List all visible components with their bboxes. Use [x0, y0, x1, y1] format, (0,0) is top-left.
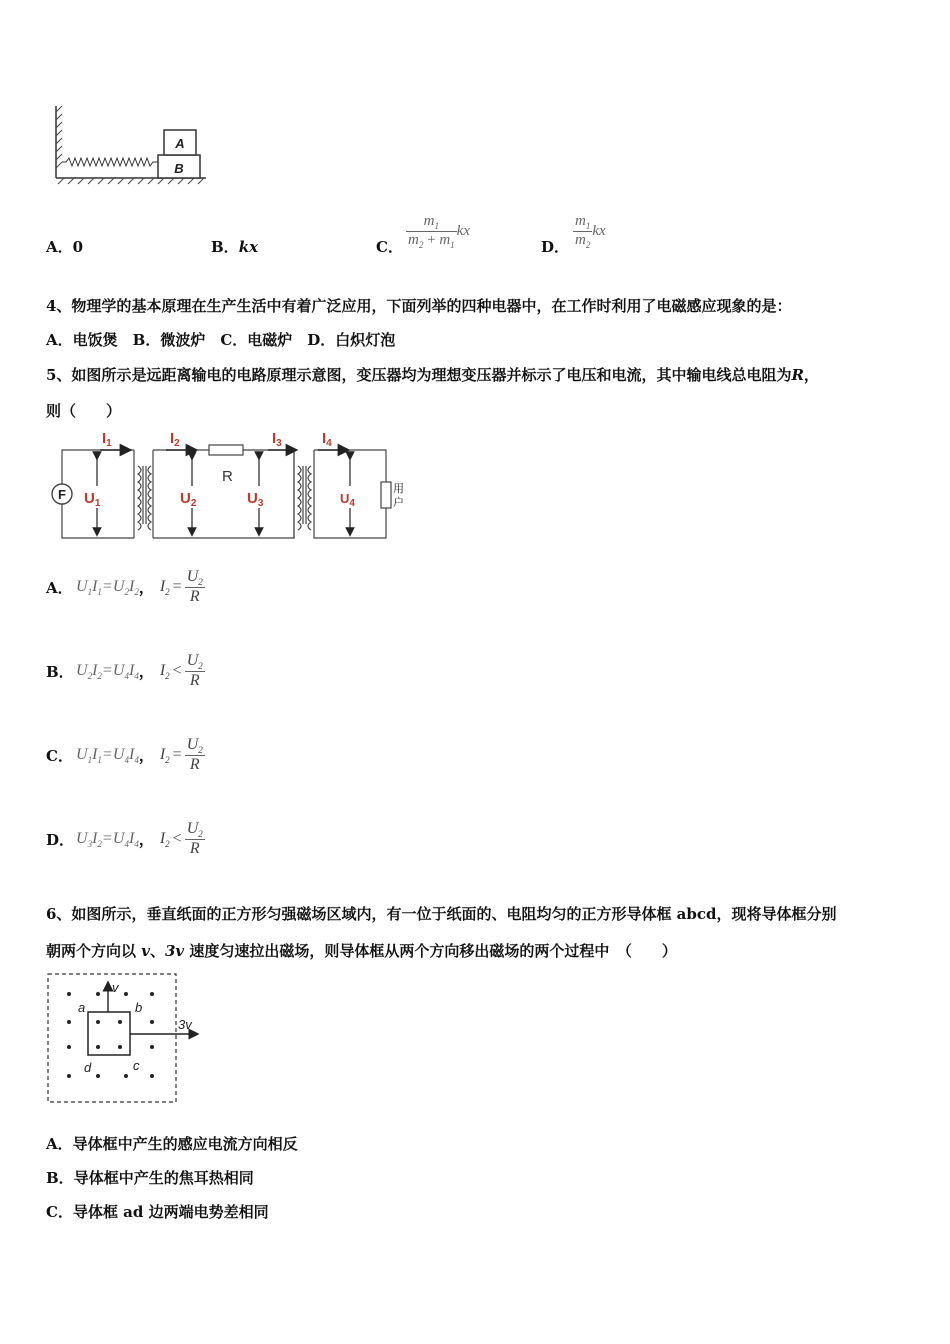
current-relation: $I_2$ < $\frac{U_2}{R}$: [159, 820, 203, 858]
q5-option-a[interactable]: [46, 568, 205, 606]
i3-label: $I_3$: [272, 430, 282, 449]
resistor: [209, 445, 243, 455]
spring: [62, 158, 158, 166]
corner-a: a: [78, 1000, 86, 1015]
option-letter: C．: [376, 238, 403, 256]
velocity-3v: 3v: [178, 1017, 192, 1032]
q6-option-b[interactable]: [46, 1167, 254, 1188]
conductor-frame: [88, 1012, 130, 1055]
u2-label: $U_2$: [180, 490, 197, 509]
q5-option-c[interactable]: [46, 736, 205, 774]
user-label-1: 用: [393, 483, 404, 495]
current-relation: $I_2$ < $\frac{U_2}{R}$: [159, 652, 203, 690]
current-relation: $I_2$ = $\frac{U_2}{R}$: [159, 736, 203, 774]
q5-stem-2: 则（ ）: [46, 402, 122, 420]
q3-option-d-formula: $\frac{m_1}{m_2}$ kx: [575, 213, 606, 250]
option-letter: D．: [541, 238, 570, 256]
resistor-label: R: [222, 468, 233, 485]
current-relation: $I_2$ = $\frac{U_2}{R}$: [159, 568, 203, 606]
option-letter: A．: [46, 578, 73, 597]
q6-option-c[interactable]: [46, 1201, 269, 1222]
option-text: 0: [72, 238, 84, 256]
q5-circuit-figure: [46, 428, 416, 544]
user-label-2: 户: [393, 497, 404, 509]
q3-figure: [44, 100, 214, 190]
comma: ，: [138, 662, 154, 681]
q3-option-b[interactable]: [211, 236, 258, 257]
option-text: 导体框中产生的焦耳热相同: [73, 1169, 254, 1187]
block-b-label: B: [174, 161, 184, 176]
option-letter: A．: [46, 1135, 73, 1153]
option-letter: C．: [46, 1203, 73, 1221]
block-a-label: A: [175, 136, 185, 151]
q5-stem: 5、如图所示是远距离输电的电路原理示意图，变压器均为理想变压器并标示了电压和电流，其中输电线总电阻为R，: [46, 366, 819, 384]
u3-label: $U_3$: [247, 490, 264, 509]
q6-stem: 6、如图所示，垂直纸面的正方形匀强磁场区域内，有一位于纸面的、电阻均匀的正方形导体框 abcd，现将导体框分别: [46, 905, 837, 923]
u1-label: $U_1$: [84, 490, 101, 509]
corner-b: b: [135, 1000, 143, 1015]
option-letter: A．: [46, 238, 73, 256]
q6-stem-2: 朝两个方向以 v、3v 速度匀速拉出磁场，则导体框从两个方向移出磁场的两个过程中 （ ）: [46, 942, 677, 960]
q6-figure: [46, 972, 206, 1106]
option-letter: B．: [46, 662, 74, 681]
u4-label: $U_4$: [340, 491, 355, 509]
corner-d: d: [84, 1060, 92, 1075]
option-text: 导体框 ad 边两端电势差相同: [72, 1203, 269, 1221]
velocity-v: v: [112, 980, 119, 995]
magnetic-field-diagram: [46, 972, 206, 1106]
q6-option-a[interactable]: [46, 1133, 298, 1154]
transmission-circuit: [46, 428, 416, 544]
q5-option-b[interactable]: [46, 652, 205, 690]
power-equation: $U_3I_2=U_4I_4$: [76, 829, 139, 849]
option-letter: B．: [46, 1169, 74, 1187]
power-equation: $U_1I_1=U_4I_4$: [76, 745, 139, 765]
i2-label: $I_2$: [170, 430, 180, 449]
power-equation: $U_2I_2=U_4I_4$: [76, 661, 139, 681]
option-text: kx: [238, 238, 259, 256]
option-text: 导体框中产生的感应电流方向相反: [72, 1135, 298, 1153]
i4-label: $I_4$: [322, 430, 332, 449]
option-letter: B．: [211, 238, 239, 256]
q4-stem: 4、物理学的基本原理在生产生活中有着广泛应用，下面列举的四种电器中，在工作时利用了电磁感应现象的是：: [46, 297, 792, 315]
power-equation: $U_1I_1=U_2I_2$: [76, 577, 139, 597]
comma: ，: [138, 578, 154, 597]
q3-option-d[interactable]: [541, 236, 569, 257]
user-load: [381, 482, 391, 508]
spring-block-diagram: [44, 100, 214, 190]
generator-label: F: [58, 487, 66, 502]
q3-option-a[interactable]: [46, 236, 83, 257]
q4-options[interactable]: A．电饭煲 B．微波炉 C．电磁炉 D．白炽灯泡: [46, 331, 396, 349]
comma: ，: [138, 746, 154, 765]
i1-label: $I_1$: [102, 430, 112, 449]
q3-option-c-formula: $\frac{m_1}{m_2 + m_1}$ kx: [408, 213, 470, 250]
option-letter: D．: [46, 830, 75, 849]
corner-c: c: [133, 1058, 140, 1073]
q5-option-d[interactable]: [46, 820, 205, 858]
option-letter: C．: [46, 746, 73, 765]
comma: ，: [138, 830, 154, 849]
q3-option-c[interactable]: [376, 236, 403, 257]
